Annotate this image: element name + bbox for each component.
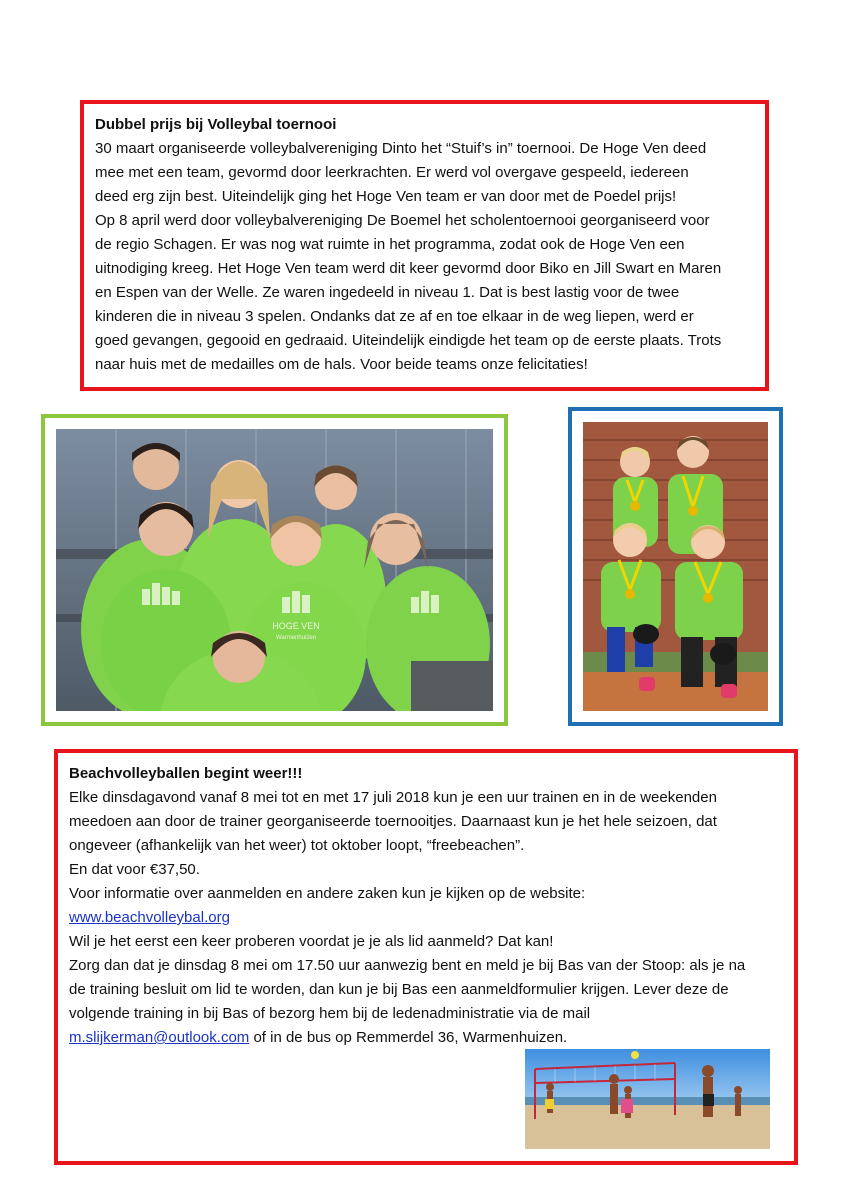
- shirt-logo-subtext: Warmenhuizen: [275, 635, 317, 641]
- beach-volleyball-article-box: [54, 749, 798, 1165]
- shirt-logo-text: HOGE VEN: [272, 621, 320, 631]
- article-line: Op 8 april werd door volleybalvereniging De Boemel het scholentoernooi georganiseerd voor: [95, 212, 710, 229]
- article-line: meedoen aan door de trainer georganiseerde toernooitjes. Daarnaast kun je het hele seizoen, dat: [69, 813, 717, 830]
- beach-volleyball-article-text: [69, 762, 745, 1050]
- volleyball-article-box: [80, 100, 769, 391]
- address-text: of in de bus op Remmerdel 36, Warmenhuizen.: [249, 1029, 568, 1046]
- beach-volleyball-photo: [525, 1049, 770, 1149]
- email-link[interactable]: m.slijkerman@outlook.com: [69, 1029, 250, 1046]
- article-line: 30 maart organiseerde volleybalvereniging Dinto het “Stuif’s in” toernooi. De Hoge Ven deed: [95, 140, 707, 157]
- kids-photo-frame: [568, 407, 783, 726]
- article-line: en Espen van der Welle. Ze waren ingedeeld in niveau 1. Dat is best lastig voor de twee: [95, 284, 680, 301]
- article-line: Zorg dan dat je dinsdag 8 mei om 17.50 uur aanwezig bent en meld je bij Bas van der Stoop: als je na: [69, 957, 746, 974]
- article-line: naar huis met de medailles om de hals. Voor beide teams onze felicitaties!: [95, 356, 588, 373]
- beach-volleyball-article-title: Beachvolleyballen begint weer!!!: [69, 765, 303, 782]
- volleyball-article-text: [95, 113, 721, 377]
- article-line: En dat voor €37,50.: [69, 861, 200, 878]
- kids-team-photo: [583, 422, 768, 711]
- article-line: deed erg zijn best. Uiteindelijk ging het Hoge Ven team er van door met de Poedel prijs!: [95, 188, 677, 205]
- article-line: Wil je het eerst een keer proberen voordat je je als lid aanmeld? Dat kan!: [69, 933, 554, 950]
- article-line: uitnodiging kreeg. Het Hoge Ven team werd dit keer gevormd door Biko en Jill Swart en Maren: [95, 260, 722, 277]
- article-line: Elke dinsdagavond vanaf 8 mei tot en met 17 juli 2018 kun je een uur trainen en in de weekenden: [69, 789, 717, 806]
- website-link[interactable]: www.beachvolleybal.org: [69, 909, 230, 926]
- teachers-photo-frame: [41, 414, 508, 726]
- article-line: kinderen die in niveau 3 spelen. Ondanks dat ze af en toe elkaar in de weg liepen, werd er: [95, 308, 694, 325]
- article-line: goed gevangen, gegooid en gedraaid. Uiteindelijk eindigde het team op de eerste plaats. Trots: [95, 332, 722, 349]
- teachers-team-photo: [56, 429, 493, 711]
- volleyball-article-title: Dubbel prijs bij Volleybal toernooi: [95, 116, 337, 133]
- article-line: Voor informatie over aanmelden en andere zaken kun je kijken op de website:: [69, 885, 586, 902]
- article-line: de training besluit om lid te worden, dan kun je bij Bas een aanmeldformulier krijgen. Lever deze de: [69, 981, 729, 998]
- article-line: mee met een team, gevormd door leerkrachten. Er werd vol overgave gespeeld, iedereen: [95, 164, 689, 181]
- article-line: de regio Schagen. Er was nog wat ruimte in het programma, zodat ook de Hoge Ven een: [95, 236, 685, 253]
- article-line: volgende training in bij Bas of bezorg hem bij de ledenadministratie via de mail: [69, 1005, 591, 1022]
- article-line: ongeveer (afhankelijk van het weer) tot oktober loopt, “freebeachen”.: [69, 837, 525, 854]
